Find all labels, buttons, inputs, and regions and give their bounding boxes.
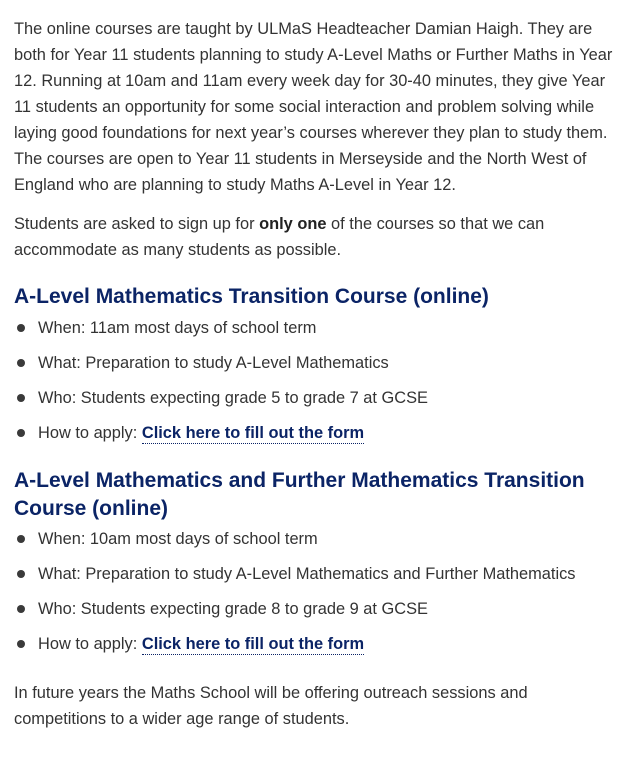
course-2-apply-label: How to apply: [38,635,142,653]
bullet-icon [17,359,25,367]
signup-emphasis: only one [259,215,327,233]
course-2-what-text: What: Preparation to study A-Level Mathematics and Further Mathematics [38,565,576,583]
future-paragraph: In future years the Maths School will be offering outreach sessions and competitions to a wider age range of students. [14,684,528,728]
course-1-what-item [14,350,631,385]
course-1-apply-form-link[interactable]: Click here to fill out the form [141,424,365,442]
course-2-when-text: When: 10am most days of school term [38,530,318,548]
bullet-icon [17,394,25,402]
signup-paragraph [14,211,618,263]
course-1-when-item [14,315,631,350]
course-1-apply-label: How to apply: [38,424,142,442]
course-2-apply-item [14,631,631,666]
bullet-icon [17,640,25,648]
course-1-who-text: Who: Students expecting grade 5 to grade 7 at GCSE [38,389,428,407]
course-2-who-item [14,596,631,631]
course-1-apply-item [14,420,631,455]
bullet-icon [17,570,25,578]
course-2-apply-form-link[interactable]: Click here to fill out the form [141,635,365,653]
intro-paragraph: The online courses are taught by ULMaS Headteacher Damian Haigh. They are both for Year 11 students planning to study A-Level Maths or Further Maths in Year 12. Running at 10am and 11am every week day for 30-40 minutes, they give Year 11 students an opportunity for some social interaction and problem solving while laying good foundations for next year’s courses wherever they plan to study them. The courses are open to Year 11 students in Merseyside and the North West of England who are planning to study Maths A-Level in Year 12. [14,20,613,194]
bullet-icon [17,605,25,613]
course-1-details-list [14,315,631,455]
bullet-icon [17,324,25,332]
signup-text-after: of the courses so that we can accommodate as many students as possible. [14,215,545,259]
course-2-what-item [14,561,631,596]
course-2-when-item [14,526,631,561]
course-1-who-item [14,385,631,420]
course-1-when-text: When: 11am most days of school term [38,319,317,337]
course-1-heading: A-Level Mathematics Transition Course (online) [14,285,489,308]
course-1-what-text: What: Preparation to study A-Level Mathematics [38,354,389,372]
course-2-who-text: Who: Students expecting grade 8 to grade 9 at GCSE [38,600,428,618]
bullet-icon [17,535,25,543]
bullet-icon [17,429,25,437]
course-2-heading: A-Level Mathematics and Further Mathematics Transition Course (online) [14,469,585,520]
signup-text-before: Students are asked to sign up for [14,215,260,233]
course-2-details-list [14,526,631,666]
